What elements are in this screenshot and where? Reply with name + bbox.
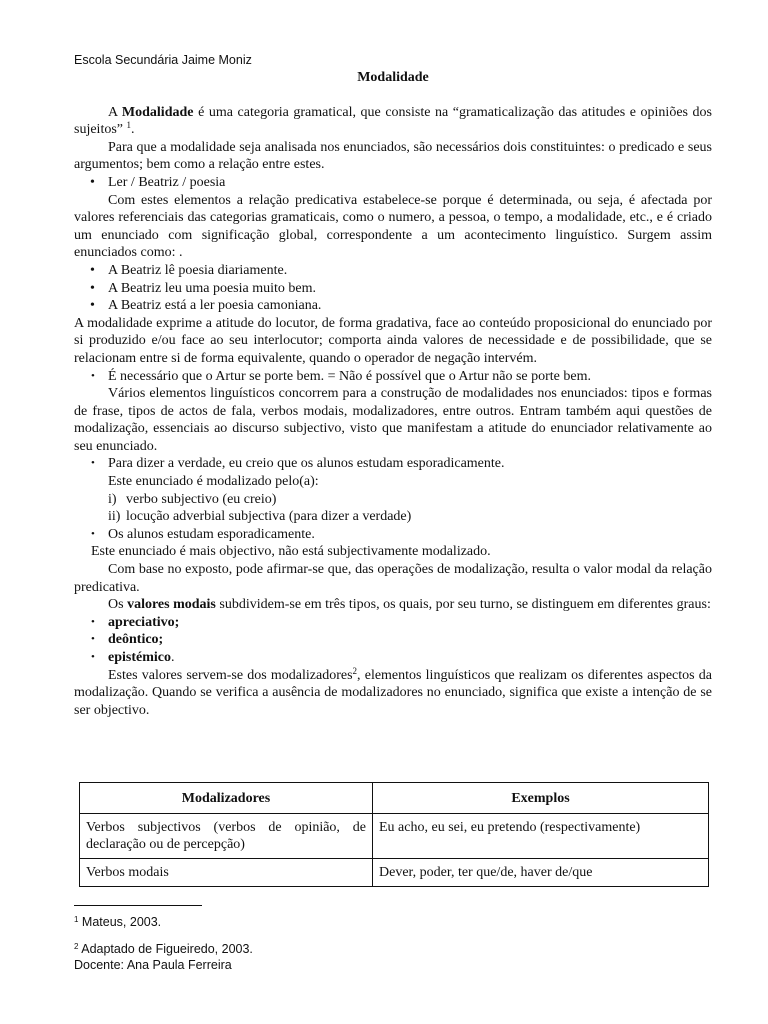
bullet-item: • É necessário que o Artur se porte bem. = Não é possível que o Artur não se porte bem.: [91, 368, 591, 384]
bullet-icon: •: [90, 298, 95, 314]
footnote-divider: [74, 905, 202, 906]
table-cell: Verbos subjectivos (verbos de opinião, de declaração ou de percepção): [80, 814, 373, 859]
footnote-ref-1[interactable]: 1: [126, 120, 131, 131]
bullet-icon: •: [91, 615, 95, 628]
bullet-item: • apreciativo;: [91, 614, 180, 630]
table-header: Exemplos: [373, 783, 709, 814]
paragraph-6: Este enunciado é modalizado pelo(a):: [108, 474, 319, 490]
bullet-icon: •: [91, 457, 95, 470]
table-header-row: [80, 783, 709, 814]
document-body: [74, 52, 712, 719]
bullet-item: • A Beatriz leu uma poesia muito bem.: [90, 280, 317, 296]
bullet-icon: •: [91, 633, 95, 646]
bullet-icon: •: [91, 527, 95, 540]
bullet-item: • A Beatriz está a ler poesia camoniana.: [90, 298, 322, 314]
roman-item: i) verbo subjectivo (eu creio): [108, 491, 277, 507]
paragraph-2: Para que a modalidade seja analisada nos enunciados, são necessários dois constituintes: o predicado e seus argumentos; bem como a relação entre estes.: [74, 139, 712, 173]
school-name: Escola Secundária Jaime Moniz: [74, 53, 252, 67]
paragraph-1: A Modalidade é uma categoria gramatical, que consiste na “gramaticalização das atitudes e opiniões dos sujeitos” $^1$.: [74, 104, 712, 138]
bullet-item: • deôntico;: [91, 632, 164, 648]
paragraph-4: A modalidade exprime a atitude do locutor, de forma gradativa, face ao conteúdo proposicional do enunciado por si produzido e/ou face ao seu interlocutor; comporta ainda valores de necessidade e de possibilidade, que se relacionam entre si de forma equivalente, quando o operador de negação intervém.: [74, 315, 712, 366]
bullet-icon: •: [91, 369, 95, 382]
modalizadores-table: [79, 782, 709, 887]
paragraph-3: Com estes elementos a relação predicativa estabelece-se porque é determinada, ou seja, é afectada por valores referenciais das categorias gramaticais, como o numero, a pessoa, o tempo, a modalidade, etc., e é criado um enunciado com significação global, correspondente a um acontecimento linguístico. Surgem assim enunciados como: .: [74, 192, 712, 261]
table-cell: Eu acho, eu sei, eu pretendo (respectivamente): [373, 814, 709, 859]
bullet-item: • epistémico.: [91, 650, 175, 665]
footnote-2: $^2$ Adaptado de Figueiredo, 2003.: [74, 942, 253, 956]
bullet-icon: •: [90, 280, 95, 296]
paragraph-9: Os valores modais subdividem-se em três tipos, os quais, por seu turno, se distinguem em diferentes graus:: [108, 597, 711, 613]
table-cell: Dever, poder, ter que/de, haver de/que: [373, 859, 709, 887]
bullet-icon: •: [90, 174, 95, 190]
paragraph-10: Estes valores servem-se dos modalizadores$^2$, elementos linguísticos que realizam os diferentes aspectos da modalização. Quando se verifica a ausência de modalizadores no enunciado, significa que existe a intenção de se ser objectivo.: [74, 665, 712, 718]
paragraph-8: Com base no exposto, pode afirmar-se que, das operações de modalização, resulta o valor modal da relação predicativa.: [74, 562, 712, 595]
page-title: Modalidade: [357, 70, 429, 85]
table-header: Modalizadores: [80, 783, 373, 814]
footnote-ref-2[interactable]: 2: [352, 665, 358, 676]
bullet-item: • Para dizer a verdade, eu creio que os alunos estudam esporadicamente.: [91, 456, 505, 472]
roman-item: ii) locução adverbial subjectiva (para dizer a verdade): [108, 509, 412, 525]
bullet-icon: •: [90, 262, 95, 278]
table-row: [80, 859, 709, 887]
paragraph-7: Este enunciado é mais objectivo, não está subjectivamente modalizado.: [91, 544, 491, 560]
table-cell: Verbos modais: [80, 859, 373, 887]
bullet-icon: •: [91, 651, 95, 663]
bullet-item: • Os alunos estudam esporadicamente.: [91, 526, 315, 542]
docente-line: Docente: Ana Paula Ferreira: [74, 958, 232, 972]
bullet-item: • Ler / Beatriz / poesia: [90, 174, 226, 190]
table-row: [80, 814, 709, 859]
bullet-item: • A Beatriz lê poesia diariamente.: [90, 262, 288, 278]
paragraph-5: Vários elementos linguísticos concorrem para a construção de modalidades nos enunciados: tipos e formas de frase, tipos de actos de fala, verbos modais, modalizadores, entre outros. Entram também aqui questões de modalização, essenciais ao discurso subjectivo, visto que manifestam a atitude do enunciador relativamente ao seu enunciado.: [74, 386, 712, 454]
footnote-1: $^1$ Mateus, 2003.: [74, 915, 162, 929]
